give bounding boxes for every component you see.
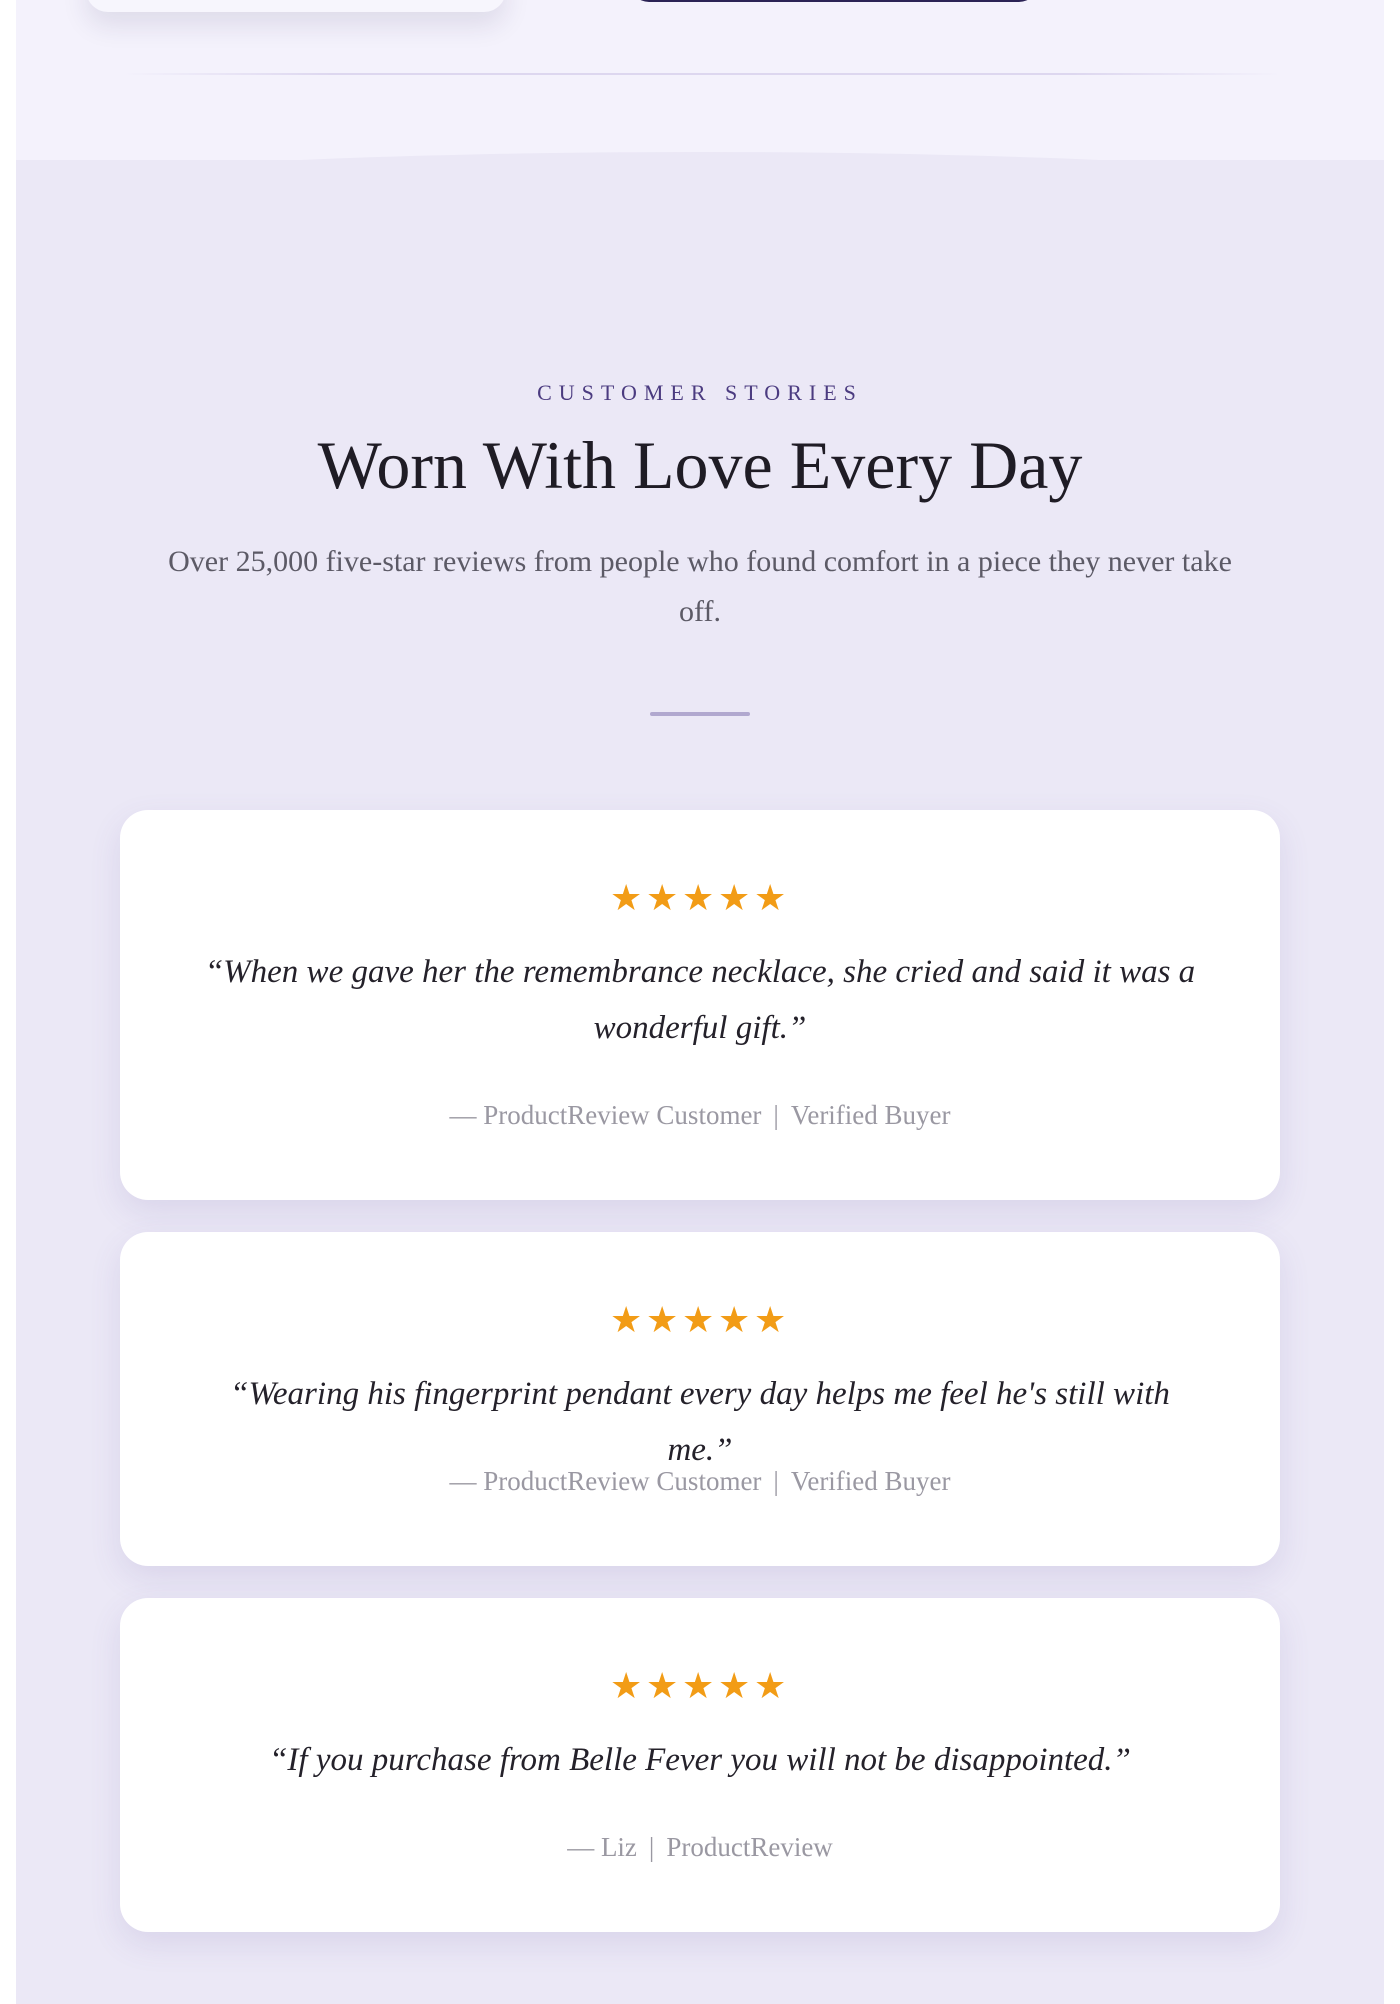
review-attribution bbox=[120, 1832, 1280, 1863]
review-card bbox=[120, 1598, 1280, 1932]
star-icon: ★ bbox=[646, 1666, 685, 1707]
star-icon: ★ bbox=[610, 878, 649, 919]
attribution-separator: | bbox=[773, 1100, 779, 1130]
review-card bbox=[120, 810, 1280, 1200]
attribution-separator: | bbox=[648, 1832, 655, 1862]
star-icon: ★ bbox=[718, 1300, 757, 1341]
review-author: — ProductReview Customer bbox=[449, 1466, 762, 1496]
star-rating bbox=[120, 876, 1280, 922]
previous-section-card bbox=[86, 0, 506, 12]
review-author: — Liz bbox=[567, 1832, 637, 1862]
star-icon: ★ bbox=[754, 1300, 793, 1341]
review-quote: “Wearing his fingerprint pendant every day helps me feel he's still with me.” bbox=[230, 1376, 1170, 1468]
star-rating bbox=[120, 1664, 1280, 1710]
star-rating bbox=[120, 1298, 1280, 1344]
review-card bbox=[120, 1232, 1280, 1566]
star-icon: ★ bbox=[754, 1666, 793, 1707]
star-icon: ★ bbox=[682, 1300, 721, 1341]
review-attribution bbox=[120, 1466, 1280, 1497]
review-author: — ProductReview Customer bbox=[449, 1100, 762, 1130]
star-icon: ★ bbox=[610, 1666, 649, 1707]
section-eyebrow: CUSTOMER STORIES bbox=[537, 380, 863, 405]
star-icon: ★ bbox=[682, 878, 721, 919]
header-rule bbox=[650, 712, 750, 716]
star-icon: ★ bbox=[718, 1666, 757, 1707]
review-source: Verified Buyer bbox=[790, 1100, 951, 1130]
star-icon: ★ bbox=[646, 1300, 685, 1341]
section-curve bbox=[16, 152, 1384, 272]
review-quote: “If you purchase from Belle Fever you will not be disappointed.” bbox=[269, 1742, 1131, 1778]
star-icon: ★ bbox=[682, 1666, 721, 1707]
content-frame bbox=[16, 0, 1384, 2004]
star-icon: ★ bbox=[646, 878, 685, 919]
star-icon: ★ bbox=[718, 878, 757, 919]
review-source: Verified Buyer bbox=[790, 1466, 951, 1496]
previous-section-button[interactable] bbox=[630, 0, 1038, 2]
section-subtitle: Over 25,000 five-star reviews from people who found comfort in a piece they never take off. bbox=[168, 545, 1232, 628]
previous-section-background bbox=[16, 0, 1384, 160]
section-title: Worn With Love Every Day bbox=[317, 427, 1083, 503]
review-attribution bbox=[120, 1100, 1280, 1131]
attribution-separator: | bbox=[773, 1466, 779, 1496]
review-source: ProductReview bbox=[666, 1832, 833, 1862]
star-icon: ★ bbox=[754, 878, 793, 919]
section-divider bbox=[122, 73, 1282, 75]
star-icon: ★ bbox=[610, 1300, 649, 1341]
review-quote: “When we gave her the remembrance necklace, she cried and said it was a wonderful gift.” bbox=[204, 954, 1196, 1046]
